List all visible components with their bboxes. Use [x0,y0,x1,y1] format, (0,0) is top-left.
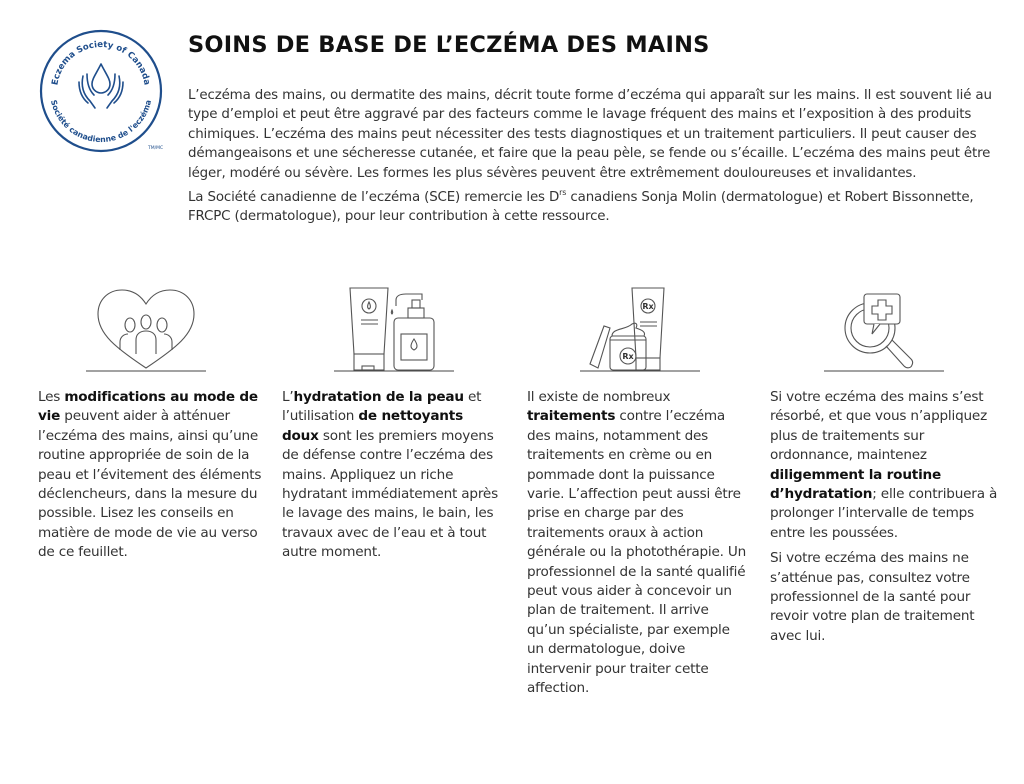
bold-text: modifications au mode de vie [38,389,258,425]
moisturizer-cleanser-icon [334,282,454,372]
treatments-column [527,388,747,705]
maintenance-column [770,388,1005,652]
hydration-column [282,388,502,569]
text: Il existe de nombreux [527,389,671,405]
text: contre l’eczéma des mains, notamment des traitements en crème ou en pommade dont la puissance varie. L’affection peut aussi être prise en charge par des traitements oraux à action générale ou la photothérapie. Un professionnel de la santé qualifié peut vous aider à concevoir un plan de traitement. Il arrive qu’un spécialiste, par exemple un dermatologue, doive intervenir pour traiter cette affection. [527,408,747,697]
prescription-cream-icon [580,282,700,372]
eczema-society-logo [38,28,164,154]
magnifier-medical-icon [824,282,944,372]
bold-text: traitements [527,408,616,425]
lifestyle-text [38,388,264,563]
page-title: SOINS DE BASE DE L’ECZÉMA DES MAINS [188,32,710,58]
text: sont les premiers moyens de défense contre l’eczéma des mains. Appliquez un riche hydratant immédiatement après le lavage des mains, le bain, les travaux avec de l’eau et à tout autre moment. [282,427,498,561]
rx-label-jar: Rx [622,352,634,361]
logo-text-fr: Société canadienne de l'eczéma [48,98,154,145]
logo-text-en: Eczema Society of Canada [50,39,152,87]
heart-people-icon [86,282,206,372]
maintenance-text [770,388,1005,543]
consult-text: Si votre eczéma des mains ne s’atténue pas, consultez votre professionnel de la santé pour revoir votre plan de traitement avec lui. [770,550,975,644]
logo-trademark: TM/MC [148,146,164,151]
acknowledgement [188,188,998,227]
svg-text:Eczema Society of Canada [50,40,151,86]
lifestyle-column [38,388,264,569]
hands-drop-icon [79,64,123,108]
acknowledgement-text: La Société canadienne de l’eczéma (SCE) remercie les D [188,190,560,206]
acknowledgement-sup: rs [559,188,567,198]
text: L’ [282,389,294,405]
text: et l’utilisation [282,389,482,425]
text: Les [38,389,65,405]
bold-text: hydratation de la peau [293,389,464,405]
intro-paragraph: L’eczéma des mains, ou dermatite des mains, décrit toute forme d’eczéma qui apparaît sur les mains. Il est souvent lié au type d’emploi et peut être aggravé par des facteurs comme le lavage fréquent des mains et l’exposition à des produits chimiques. L’eczéma des mains peut nécessiter des tests diagnostiques et un traitement particuliers. Il peut causer des démangeaisons et une sécheresse cutanée, et faire que la peau pèle, se fende ou s’écaille. L’eczéma des mains peut être léger, modéré ou sévère. Les formes les plus sévères peuvent être extrêmement douloureuses et invalidantes. [188,88,992,181]
rx-label-tube: Rx [642,302,654,311]
text: ; elle contribuera à prolonger l’intervalle de temps entre les poussées. [770,486,998,541]
intro-section [188,86,998,232]
treatments-text [527,388,747,699]
text: peuvent aider à atténuer l’eczéma des mains, ainsi qu’une routine appropriée de soin de la peau et l’évitement des éléments déclencheurs, dans la mesure du possible. Lisez les conseils en matière de mode de vie au verso de ce feuillet. [38,408,262,561]
bold-text: diligemment la routine d’hydratation [770,466,942,503]
bold-text: de nettoyants doux [282,408,463,444]
acknowledgement-text-end: canadiens Sonja Molin (dermatologue) et Robert Bissonnette, FRCPC (dermatologue), pour leur contribution à cette ressource. [188,190,974,225]
text: Si votre eczéma des mains s’est résorbé, et que vous n’appliquez plus de traitements sur ordonnance, maintenez [770,389,988,464]
hydration-text [282,388,502,563]
